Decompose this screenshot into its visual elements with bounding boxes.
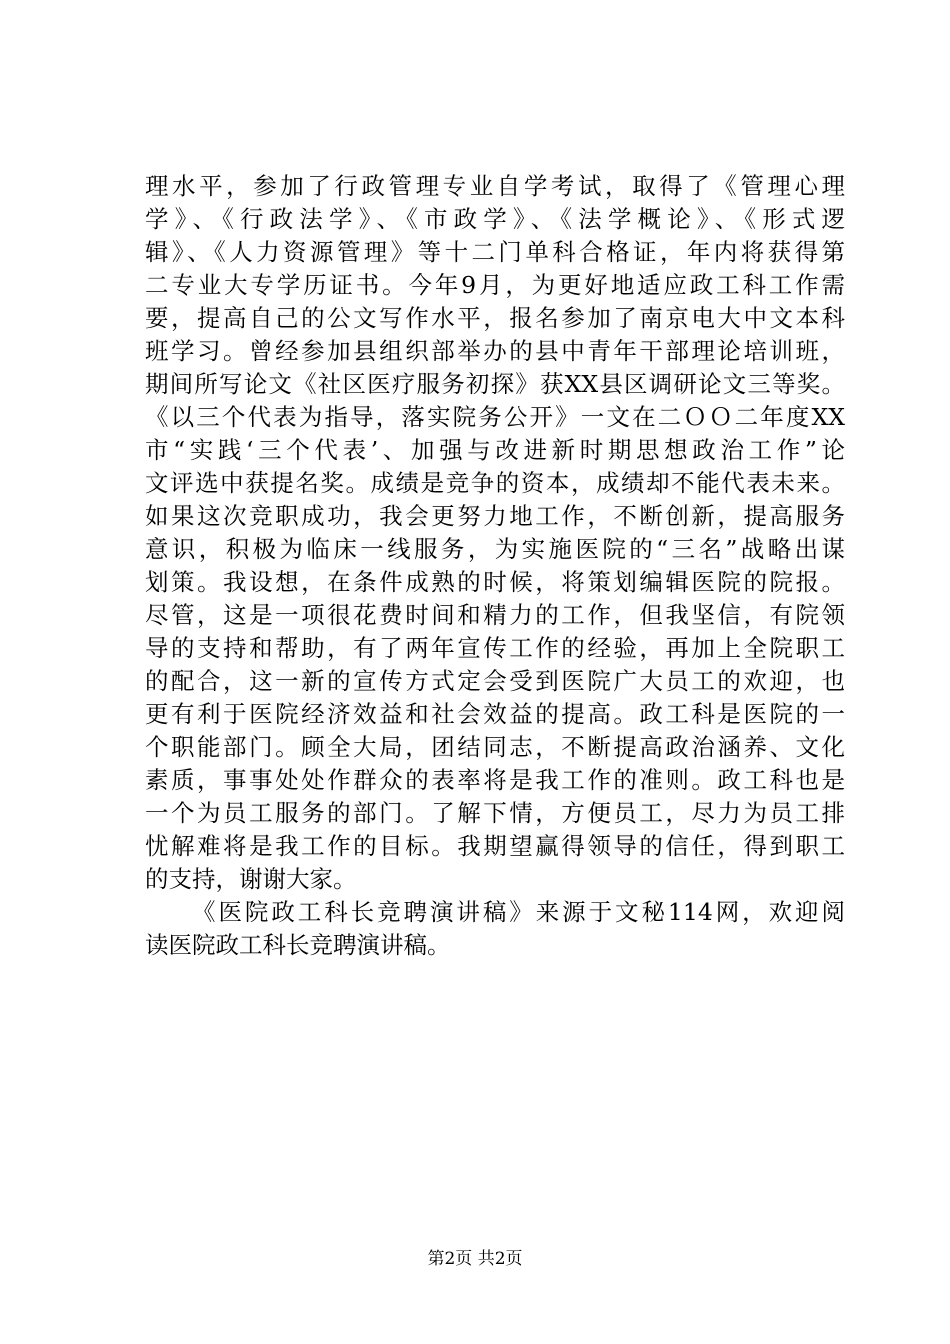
body-line: 《以三个代表为指导，落实院务公开》一文在二ＯＯ二年度XX (145, 403, 845, 431)
page-number: 第2页 共2页 (427, 1249, 523, 1269)
body-line: 个职能部门。顾全大局，团结同志，不断提高政治涵养、文化 (145, 733, 845, 761)
body-line: 期间所写论文《社区医疗服务初探》获XX县区调研论文三等奖。 (145, 370, 845, 398)
body-line: 文评选中获提名奖。成绩是竞争的资本，成绩却不能代表未来。 (145, 469, 845, 497)
body-line: 的支持，谢谢大家。 (145, 865, 357, 893)
body-line: 市“实践‘三个代表’、加强与改进新时期思想政治工作”论 (145, 436, 845, 464)
body-line: 划策。我设想，在条件成熟的时候，将策划编辑医院的院报。 (145, 568, 845, 596)
body-line: 要，提高自己的公文写作水平，报名参加了南京电大中文本科 (145, 304, 845, 332)
body-line: 尽管，这是一项很花费时间和精力的工作，但我坚信，有院领 (145, 601, 845, 629)
closing-line: 读医院政工科长竞聘演讲稿。 (145, 931, 451, 959)
body-line: 一个为员工服务的部门。了解下情，方便员工，尽力为员工排 (145, 799, 845, 827)
body-line: 如果这次竞职成功，我会更努力地工作，不断创新，提高服务 (145, 502, 845, 530)
body-line: 的配合，这一新的宣传方式定会受到医院广大员工的欢迎，也 (145, 667, 845, 695)
body-line: 更有利于医院经济效益和社会效益的提高。政工科是医院的一 (145, 700, 845, 728)
body-line: 导的支持和帮助，有了两年宣传工作的经验，再加上全院职工 (145, 634, 845, 662)
body-line: 学》、《行政法学》、《市政学》、《法学概论》、《形式逻 (145, 205, 845, 233)
body-line: 班学习。曾经参加县组织部举办的县中青年干部理论培训班， (145, 337, 845, 365)
body-line: 辑》、《人力资源管理》等十二门单科合格证，年内将获得第 (145, 238, 845, 266)
document-body (145, 170, 845, 962)
body-line: 理水平，参加了行政管理专业自学考试，取得了《管理心理 (145, 172, 845, 200)
body-line: 意识，积极为临床一线服务，为实施医院的“三名”战略出谋 (145, 535, 845, 563)
body-line: 二专业大专学历证书。今年9月，为更好地适应政工科工作需 (145, 271, 845, 299)
page-footer (0, 1244, 950, 1269)
body-line: 忧解难将是我工作的目标。我期望赢得领导的信任，得到职工 (145, 832, 845, 860)
body-line: 素质，事事处处作群众的表率将是我工作的准则。政工科也是 (145, 766, 845, 794)
closing-line: 《医院政工科长竞聘演讲稿》来源于文秘114网，欢迎阅 (192, 898, 845, 926)
